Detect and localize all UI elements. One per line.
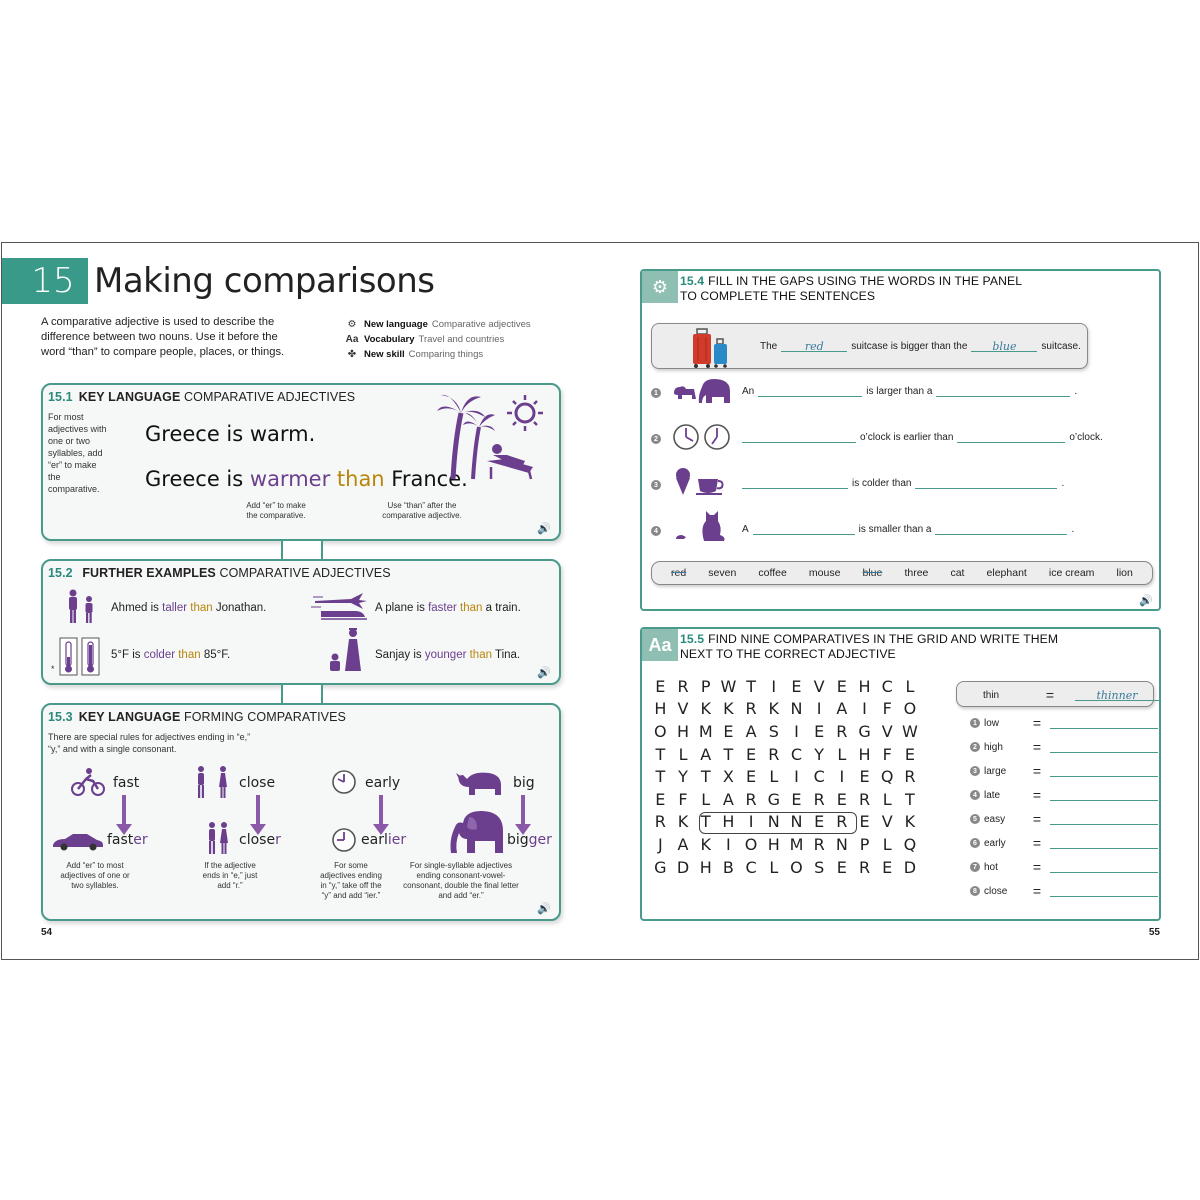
exercise-15-5-heading: 15.5 FIND NINE COMPARATIVES IN THE GRID AND WRITE THEM NEXT TO THE CORRECT ADJECTIVE	[680, 632, 1059, 661]
book-spread	[1, 242, 1199, 960]
exercise-15-4-item-3: is colder than .	[742, 477, 1064, 489]
grid-letter[interactable]: I	[771, 676, 777, 696]
s153-base-big: big	[513, 775, 535, 791]
section-15-2-panel	[41, 559, 561, 685]
answer-blank-4b[interactable]	[935, 523, 1067, 535]
grid-letter[interactable]: T	[700, 812, 711, 832]
answer-row-5: 5 easy =	[970, 811, 1158, 827]
example-answer-thinner: thinner	[1075, 689, 1159, 701]
word-bank-item: seven	[708, 567, 737, 579]
grid-letter[interactable]: L	[769, 857, 779, 877]
grid-letter[interactable]: W	[720, 676, 737, 696]
answer-line[interactable]	[1050, 861, 1158, 873]
rhino-icon	[455, 769, 505, 797]
grid-letter[interactable]: T	[746, 676, 756, 696]
grid-letter[interactable]: R	[813, 834, 825, 854]
grid-letter[interactable]: P	[859, 834, 870, 854]
meta-new-skill: ✤ New skill Comparing things	[344, 347, 531, 362]
section-15-3-heading: 15.3 KEY LANGUAGE FORMING COMPARATIVES	[48, 710, 346, 724]
sports-car-icon	[51, 831, 105, 851]
grid-letter[interactable]: R	[677, 676, 689, 696]
s151-note-er: Add “er” to make the comparative.	[246, 501, 306, 520]
grid-letter[interactable]: E	[746, 744, 757, 764]
s153-note-3: For some adjectives ending in “y,” take off the “y” and add “ier.”	[320, 861, 382, 900]
gears-icon: ⚙	[642, 271, 678, 303]
grid-letter[interactable]: H	[858, 744, 871, 764]
grid-letter[interactable]: L	[905, 676, 915, 696]
exercise-15-4-example-sentence: The red suitcase is bigger than the blue suitcase.	[760, 340, 1081, 353]
grid-letter[interactable]: E	[836, 789, 847, 809]
word-bank-item: elephant	[986, 567, 1027, 579]
answer-line[interactable]	[1050, 837, 1158, 849]
s153-comp-bigger: bigger	[507, 832, 552, 848]
grid-letter[interactable]: F	[882, 699, 892, 719]
answer-row-2: 2 high =	[970, 739, 1158, 755]
clock-icon	[331, 769, 357, 795]
grid-letter[interactable]: Y	[814, 744, 825, 764]
grid-letter[interactable]: O	[744, 834, 758, 854]
grid-letter[interactable]: Q	[880, 767, 894, 787]
grid-letter[interactable]: O	[903, 699, 917, 719]
icecream-coffee-icon	[674, 467, 728, 497]
exercise-15-4-panel	[640, 269, 1161, 611]
grid-letter[interactable]: O	[654, 721, 667, 741]
audio-speaker-icon[interactable]: 🔊	[537, 903, 551, 915]
grid-letter[interactable]: E	[814, 721, 825, 741]
grid-letter[interactable]: R	[858, 789, 871, 809]
people-close-icon	[193, 765, 233, 799]
grid-letter[interactable]: K	[700, 699, 711, 719]
grid-letter[interactable]: L	[882, 789, 892, 809]
grid-letter[interactable]: K	[723, 699, 734, 719]
exercise-15-4-example	[651, 323, 1088, 369]
aa-icon: Aa	[345, 334, 359, 345]
suitcases-icon	[690, 327, 730, 369]
elephant-icon	[447, 809, 507, 855]
beach-palm-icon	[433, 391, 553, 481]
grid-letter[interactable]: N	[790, 812, 803, 832]
grid-letter[interactable]: R	[836, 812, 848, 832]
word-bank-item: three	[904, 567, 929, 579]
s153-base-early: early	[365, 775, 401, 791]
grid-letter[interactable]: E	[746, 767, 757, 787]
page-number-right: 55	[1148, 927, 1160, 938]
grid-letter[interactable]: A	[745, 721, 757, 741]
grid-letter[interactable]: H	[699, 857, 712, 877]
section-15-3-panel	[41, 703, 561, 921]
grid-letter[interactable]: D	[903, 857, 917, 877]
word-bank-item: lion	[1116, 567, 1133, 579]
grid-row	[649, 743, 921, 766]
answer-row-7: 7 hot =	[970, 859, 1158, 875]
panel-connector	[281, 541, 323, 559]
word-bank	[651, 561, 1153, 585]
example-answer-blue: blue	[971, 340, 1037, 352]
grid-letter[interactable]: T	[655, 767, 666, 787]
item-number-4: 4	[651, 526, 661, 536]
equals-sign: =	[1045, 687, 1055, 703]
exercise-15-4-heading: 15.4 FILL IN THE GAPS USING THE WORDS IN THE PANEL TO COMPLETE THE SENTENCES	[680, 274, 1023, 303]
grid-letter[interactable]: L	[837, 744, 847, 764]
grid-letter[interactable]: D	[676, 857, 690, 877]
grid-letter[interactable]: K	[677, 812, 689, 832]
section-15-2-heading: 15.2 FURTHER EXAMPLES COMPARATIVE ADJECTIVES	[48, 566, 391, 580]
answer-line[interactable]	[1050, 741, 1158, 753]
s152-example-1: Ahmed is taller than Jonathan.	[111, 602, 267, 614]
section-15-1-heading: 15.1 KEY LANGUAGE COMPARATIVE ADJECTIVES	[48, 390, 356, 404]
grid-letter[interactable]: E	[859, 812, 870, 832]
grid-letter[interactable]: E	[723, 721, 734, 741]
grid-letter[interactable]: E	[859, 767, 870, 787]
grid-letter[interactable]: G	[654, 857, 667, 877]
grid-letter[interactable]: L	[882, 834, 892, 854]
down-arrow-icon	[122, 795, 126, 825]
grid-letter[interactable]: R	[836, 721, 848, 741]
mouse-cat-icon	[674, 507, 728, 543]
answer-blank-3a[interactable]	[742, 477, 848, 489]
answer-line[interactable]	[1050, 885, 1158, 897]
s152-example-2: A plane is faster than a train.	[375, 602, 521, 614]
audio-speaker-icon[interactable]: 🔊	[537, 523, 551, 535]
s153-comp-faster: faster	[107, 832, 148, 848]
grid-letter[interactable]: I	[794, 721, 799, 741]
grid-letter[interactable]: B	[722, 857, 734, 877]
grid-letter[interactable]: H	[767, 834, 780, 854]
item-number-2: 2	[651, 434, 661, 444]
grid-letter[interactable]: V	[677, 699, 689, 719]
answer-blank-3b[interactable]	[915, 477, 1057, 489]
grid-letter[interactable]: E	[655, 789, 666, 809]
grid-letter[interactable]: F	[882, 744, 892, 764]
panel-connector	[281, 685, 323, 703]
answer-line[interactable]	[1050, 765, 1158, 777]
lion-elephant-icon	[672, 377, 732, 405]
s152-example-3: 5°F is colder than 85°F.	[111, 649, 231, 661]
clock-icon	[331, 827, 357, 853]
exercise-15-5-example	[956, 681, 1154, 707]
s153-intro: There are special rules for adjectives ending in “e,” “y,” and with a single consonant.	[48, 732, 251, 754]
two-clocks-icon	[672, 423, 732, 451]
s152-example-4: Sanjay is younger than Tina.	[375, 649, 521, 661]
s153-note-4: For single-syllable adjectives ending consonant-vowel-consonant, double the final letter and add “er.”	[403, 861, 519, 900]
grid-letter[interactable]: C	[813, 767, 825, 787]
people-age-icon	[327, 627, 367, 673]
answer-line[interactable]	[1050, 717, 1158, 729]
chapter-intro: A comparative adjective is used to describe the difference between two nouns. Use it before the word “than” to compare people, places, or things.	[41, 316, 285, 358]
answer-blank-2b[interactable]	[957, 431, 1065, 443]
grid-letter[interactable]: H	[654, 699, 667, 719]
answer-blank-1a[interactable]	[758, 385, 862, 397]
grid-letter[interactable]: W	[901, 721, 918, 741]
s152-asterisk: *	[51, 664, 55, 674]
grid-letter[interactable]: M	[698, 721, 713, 741]
s151-note-than: Use “than” after the comparative adjective.	[382, 501, 462, 520]
down-arrow-icon	[521, 795, 525, 825]
section-15-1-panel	[41, 383, 561, 541]
example-adjective: thin	[983, 689, 1000, 701]
s153-base-fast: fast	[113, 775, 140, 791]
item-number-1: 1	[651, 388, 661, 398]
grid-letter[interactable]: N	[767, 812, 780, 832]
answer-row-8: 8 close =	[970, 883, 1158, 899]
thermometer-icon	[59, 637, 101, 677]
grid-letter[interactable]: R	[813, 789, 825, 809]
grid-letter[interactable]: E	[882, 857, 893, 877]
word-bank-item: red	[671, 567, 687, 579]
grid-letter[interactable]: N	[790, 699, 803, 719]
grid-letter[interactable]: A	[836, 699, 848, 719]
grid-letter[interactable]: C	[881, 676, 893, 696]
exercise-15-4-item-4: A is smaller than a .	[742, 524, 1075, 535]
grid-letter[interactable]: G	[858, 721, 871, 741]
grid-letter[interactable]: I	[726, 834, 731, 854]
exercise-15-4-item-1: An is larger than a .	[742, 386, 1078, 397]
word-bank-item: coffee	[758, 567, 787, 579]
grid-letter[interactable]: M	[789, 834, 804, 854]
grid-letter[interactable]: I	[748, 812, 754, 832]
people-closer-icon	[205, 821, 233, 855]
grid-letter[interactable]: C	[745, 857, 757, 877]
word-search-grid	[649, 675, 921, 878]
chapter-title: Making comparisons	[94, 261, 435, 301]
meta-vocabulary: Aa Vocabulary Travel and countries	[345, 334, 505, 345]
grid-letter[interactable]: E	[655, 676, 666, 696]
grid-letter[interactable]: X	[722, 767, 734, 787]
grid-row	[649, 856, 921, 879]
grid-letter[interactable]: E	[904, 744, 915, 764]
grid-letter[interactable]: I	[839, 767, 845, 787]
grid-letter[interactable]: E	[836, 857, 847, 877]
grid-letter[interactable]: L	[678, 744, 688, 764]
grid-letter[interactable]: I	[794, 767, 799, 787]
cyclist-icon	[71, 767, 105, 797]
grid-letter[interactable]: Y	[678, 767, 688, 787]
grid-row	[649, 698, 921, 721]
plane-train-icon	[311, 591, 371, 621]
grid-letter[interactable]: V	[813, 676, 825, 696]
grid-letter[interactable]: R	[858, 857, 871, 877]
audio-speaker-icon[interactable]: 🔊	[1139, 595, 1153, 607]
grid-letter[interactable]: K	[700, 834, 711, 854]
item-number-3: 3	[651, 480, 661, 490]
gears-icon: ⚙	[347, 319, 357, 330]
grid-letter[interactable]: E	[836, 676, 847, 696]
answer-blank-1b[interactable]	[936, 385, 1070, 397]
grid-letter[interactable]: R	[745, 699, 757, 719]
s153-comp-closer: closer	[239, 832, 281, 848]
s153-note-2: If the adjective ends in “e,” just add “r.”	[202, 861, 258, 890]
answer-row-6: 6 early =	[970, 835, 1158, 851]
grid-letter[interactable]: G	[767, 789, 780, 809]
grid-letter[interactable]: R	[745, 789, 757, 809]
aa-icon: Aa	[642, 629, 678, 661]
puzzle-icon: ✤	[347, 349, 357, 360]
answer-blank-4a[interactable]	[753, 523, 855, 535]
word-bank-item: mouse	[808, 567, 841, 579]
grid-row	[649, 788, 921, 811]
people-height-icon	[63, 589, 99, 625]
s151-sentence-2: Greece is warmer than France.	[145, 467, 468, 491]
s151-side-note: For most adjectives with one or two syllables, add “er” to make the comparative.	[48, 412, 107, 494]
grid-letter[interactable]: J	[657, 834, 663, 854]
chapter-number-box: 15	[2, 258, 88, 304]
grid-letter[interactable]: T	[723, 744, 734, 764]
answer-row-4: 4 late =	[970, 787, 1158, 803]
grid-letter[interactable]: E	[791, 676, 802, 696]
grid-letter[interactable]: T	[700, 767, 711, 787]
s151-sentence-1: Greece is warm.	[145, 422, 316, 446]
answer-blank-2a[interactable]	[742, 431, 856, 443]
example-answer-red: red	[781, 340, 847, 352]
grid-letter[interactable]: Q	[903, 834, 917, 854]
grid-letter[interactable]: R	[904, 767, 916, 787]
grid-letter[interactable]: I	[862, 699, 867, 719]
s153-base-close: close	[239, 775, 276, 791]
grid-letter[interactable]: E	[791, 789, 802, 809]
grid-row	[649, 720, 921, 743]
s153-note-1: Add “er” to most adjectives of one or two syllables.	[60, 861, 130, 890]
word-bank-item: ice cream	[1048, 567, 1095, 579]
grid-letter[interactable]: P	[700, 676, 711, 696]
grid-letter[interactable]: H	[722, 812, 735, 832]
grid-letter[interactable]: A	[700, 744, 712, 764]
grid-letter[interactable]: R	[768, 744, 780, 764]
audio-speaker-icon[interactable]: 🔊	[537, 667, 551, 679]
exercise-15-5-panel	[640, 627, 1161, 921]
chapter-meta	[344, 317, 531, 362]
grid-letter[interactable]: S	[768, 721, 779, 741]
down-arrow-icon	[256, 795, 260, 825]
grid-letter[interactable]: A	[722, 789, 734, 809]
page-number-left: 54	[41, 927, 53, 938]
grid-row	[649, 765, 921, 788]
grid-letter[interactable]: L	[769, 767, 779, 787]
grid-letter[interactable]: T	[655, 744, 666, 764]
grid-row	[649, 833, 921, 856]
word-bank-item: cat	[950, 567, 965, 579]
grid-letter[interactable]: K	[904, 812, 916, 832]
grid-letter[interactable]: H	[677, 721, 690, 741]
grid-letter[interactable]: R	[654, 812, 666, 832]
answer-line[interactable]	[1050, 813, 1158, 825]
grid-letter[interactable]: F	[678, 789, 688, 809]
grid-letter[interactable]: E	[814, 812, 825, 832]
grid-letter[interactable]: T	[905, 789, 915, 809]
word-bank-item: blue	[862, 567, 883, 579]
grid-letter[interactable]: H	[858, 676, 871, 696]
grid-letter[interactable]: L	[701, 789, 711, 809]
grid-letter[interactable]: N	[835, 834, 848, 854]
answer-row-1: 1 low =	[970, 715, 1158, 731]
meta-new-language: ⚙ New language Comparative adjectives	[344, 317, 531, 332]
answer-row-3: 3 large =	[970, 763, 1158, 779]
grid-letter[interactable]: O	[790, 857, 803, 877]
grid-letter[interactable]: I	[816, 699, 822, 719]
exercise-15-4-item-2: o’clock is earlier than o’clock.	[742, 431, 1103, 443]
grid-letter[interactable]: S	[814, 857, 825, 877]
s153-comp-earlier: earlier	[361, 832, 407, 848]
grid-letter[interactable]: K	[768, 699, 780, 719]
grid-letter[interactable]: A	[677, 834, 689, 854]
grid-letter[interactable]: V	[881, 812, 893, 832]
grid-letter[interactable]: C	[790, 744, 803, 764]
answer-line[interactable]	[1050, 789, 1158, 801]
grid-letter[interactable]: V	[881, 721, 893, 741]
grid-row	[649, 675, 921, 698]
down-arrow-icon	[379, 795, 383, 825]
found-word-highlight	[699, 812, 857, 834]
